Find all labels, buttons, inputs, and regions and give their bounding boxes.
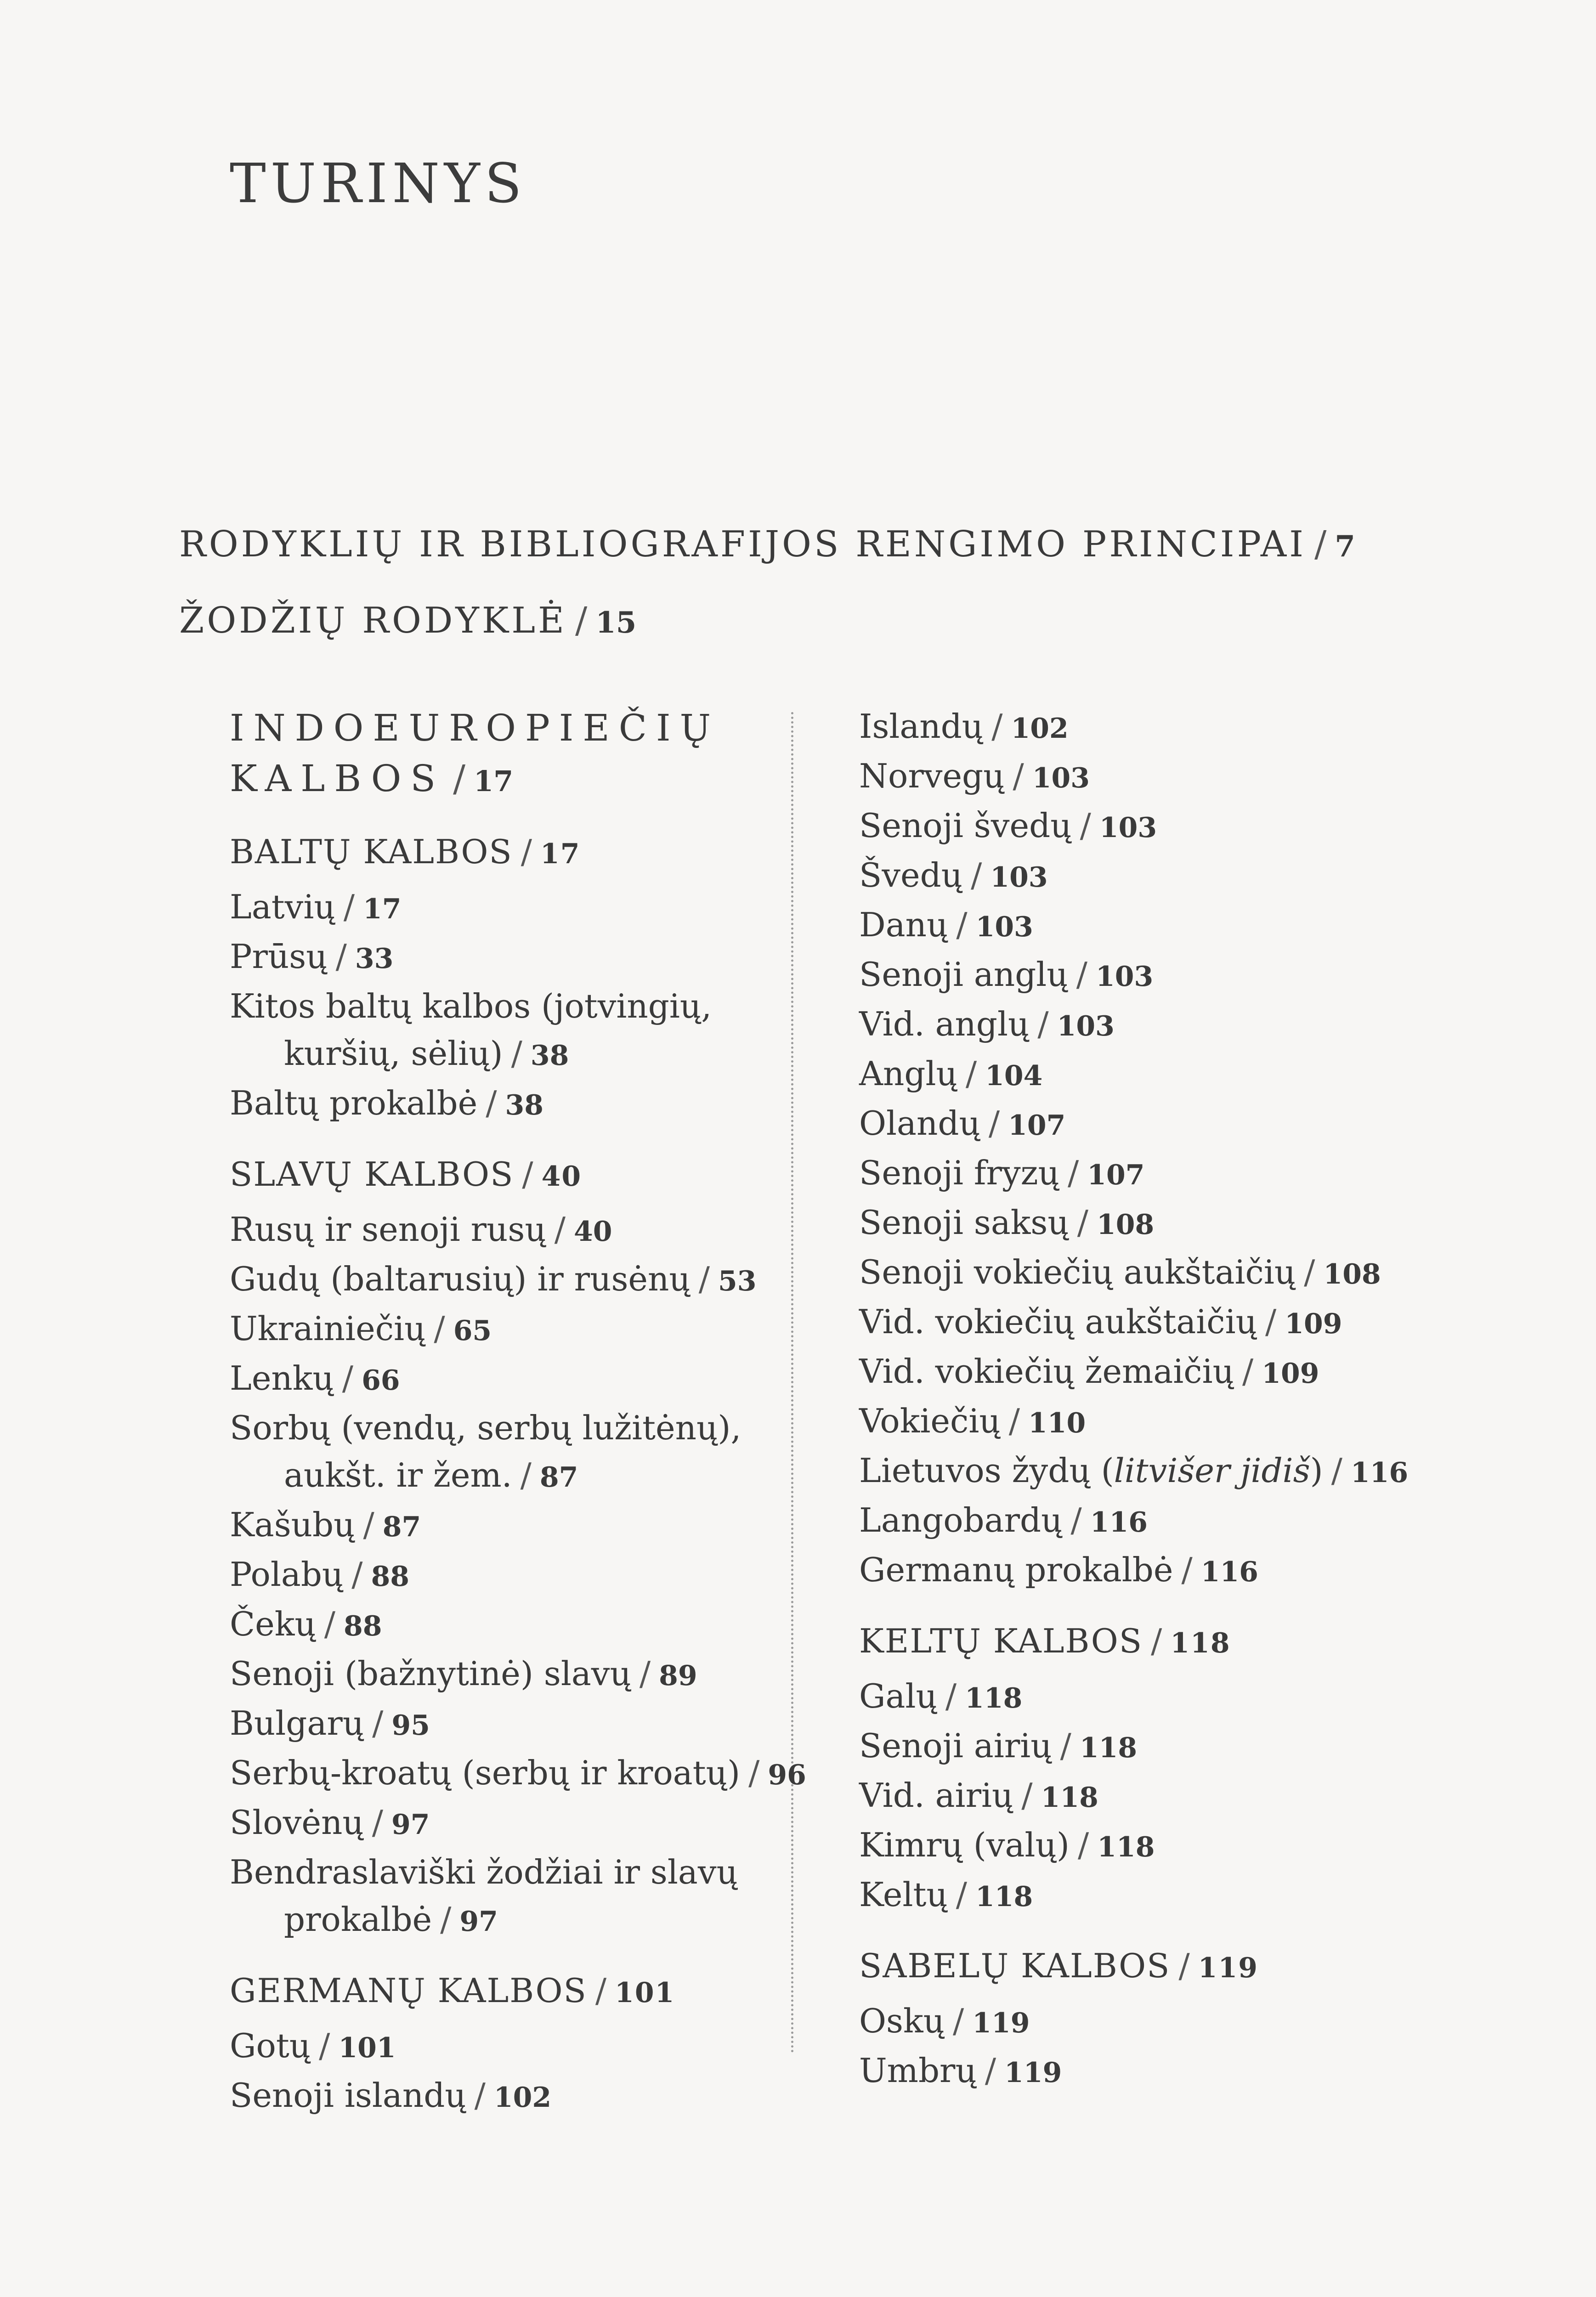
toc-column-right <box>859 703 1433 2097</box>
section-heading-slavu: SLAVŲ KALBOS / 40 <box>230 1155 582 1194</box>
toc-entry: Vid. anglų / 103 <box>859 1005 1115 1043</box>
toc-entry: Senoji islandų / 102 <box>230 2076 552 2115</box>
toc-entry: Oskų / 119 <box>859 2002 1030 2040</box>
section-heading-sabelu: SABELŲ KALBOS / 119 <box>859 1946 1258 1985</box>
toc-entry: Anglų / 104 <box>859 1054 1043 1093</box>
page-title: TURINYS <box>230 152 526 215</box>
toc-entry: Prūsų / 33 <box>230 937 394 976</box>
column-divider <box>791 712 793 2054</box>
toc-entry: Bulgarų / 95 <box>230 1704 430 1743</box>
toc-entry: Lietuvos žydų (litvišer jidiš) / 116 <box>859 1451 1409 1490</box>
toc-entry: Gudų (baltarusių) ir rusėnų / 53 <box>230 1260 757 1298</box>
toc-entry: Umbrų / 119 <box>859 2051 1062 2090</box>
toc-entry: Germanų prokalbė / 116 <box>859 1550 1259 1589</box>
toc-entry: Lenkų / 66 <box>230 1359 400 1397</box>
toc-entry: Kitos baltų kalbos (jotvingių, kuršių, sėlių) / 38 <box>230 987 712 1073</box>
toc-entry: Galų / 118 <box>859 1677 1023 1715</box>
group-heading-indoeuropieciu: INDOEUROPIEČIŲ KALBOS / 17 <box>230 707 720 800</box>
toc-entry: Islandų / 102 <box>859 707 1069 746</box>
toc-entry: Bendraslaviški žodžiai ir slavų prokalbė / 97 <box>230 1853 738 1939</box>
toc-page-number: 15 <box>595 605 637 640</box>
toc-entry: Senoji vokiečių aukštaičių / 108 <box>859 1253 1381 1291</box>
toc-entry: Švedų / 103 <box>859 856 1048 894</box>
toc-entry: Ukrainiečių / 65 <box>230 1309 492 1348</box>
toc-entry-zodziu-rodykle: ŽODŽIŲ RODYKLĖ / 15 <box>179 600 637 641</box>
toc-entry: Senoji airių / 118 <box>859 1726 1138 1765</box>
toc-entry: Senoji fryzų / 107 <box>859 1154 1145 1192</box>
toc-entry: Gotų / 101 <box>230 2026 396 2065</box>
toc-page-number: 7 <box>1335 529 1355 564</box>
toc-entry: Rusų ir senoji rusų / 40 <box>230 1210 612 1249</box>
section-heading-keltu: KELTŲ KALBOS / 118 <box>859 1622 1231 1660</box>
toc-entry: Keltų / 118 <box>859 1875 1033 1914</box>
toc-entry: Serbų-kroatų (serbų ir kroatų) / 96 <box>230 1754 806 1792</box>
toc-entry: Norvegų / 103 <box>859 757 1090 795</box>
toc-entry: Senoji saksų / 108 <box>859 1203 1155 1242</box>
toc-entry: Kimrų (valų) / 118 <box>859 1826 1155 1864</box>
toc-entry: Čekų / 88 <box>230 1605 382 1643</box>
toc-entry: Vid. vokiečių aukštaičių / 109 <box>859 1302 1342 1341</box>
toc-entry-label: ŽODŽIŲ RODYKLĖ <box>179 600 567 641</box>
toc-page-number: 17 <box>474 764 514 798</box>
toc-entry: Vid. vokiečių žemaičių / 109 <box>859 1352 1319 1391</box>
toc-entry: Senoji anglų / 103 <box>859 955 1154 994</box>
toc-entry: Vid. airių / 118 <box>859 1776 1098 1815</box>
toc-entry: Baltų prokalbė / 38 <box>230 1084 543 1122</box>
toc-entry: Slovėnų / 97 <box>230 1803 430 1842</box>
toc-entry: Danų / 103 <box>859 905 1033 944</box>
toc-entry: Kašubų / 87 <box>230 1505 421 1544</box>
toc-entry: Senoji švedų / 103 <box>859 806 1157 845</box>
toc-entry: Vokiečių / 110 <box>859 1402 1086 1440</box>
toc-entry-label: RODYKLIŲ IR BIBLIOGRAFIJOS RENGIMO PRINCIPAI <box>179 524 1307 565</box>
section-heading-germanu: GERMANŲ KALBOS / 101 <box>230 1971 675 2010</box>
toc-entry: Sorbų (vendų, serbų lužitėnų), aukšt. ir žem. / 87 <box>230 1409 741 1494</box>
toc-entry: Olandų / 107 <box>859 1104 1066 1143</box>
toc-column-left <box>230 703 806 2122</box>
toc-entry: Polabų / 88 <box>230 1555 410 1594</box>
toc-entry: Latvių / 17 <box>230 888 402 926</box>
toc-entry: Langobardų / 116 <box>859 1501 1148 1539</box>
toc-entry-principai: RODYKLIŲ IR BIBLIOGRAFIJOS RENGIMO PRINCIPAI / 7 <box>179 524 1355 565</box>
section-heading-baltu: BALTŲ KALBOS / 17 <box>230 832 581 871</box>
toc-entry: Senoji (bažnytinė) slavų / 89 <box>230 1654 697 1693</box>
